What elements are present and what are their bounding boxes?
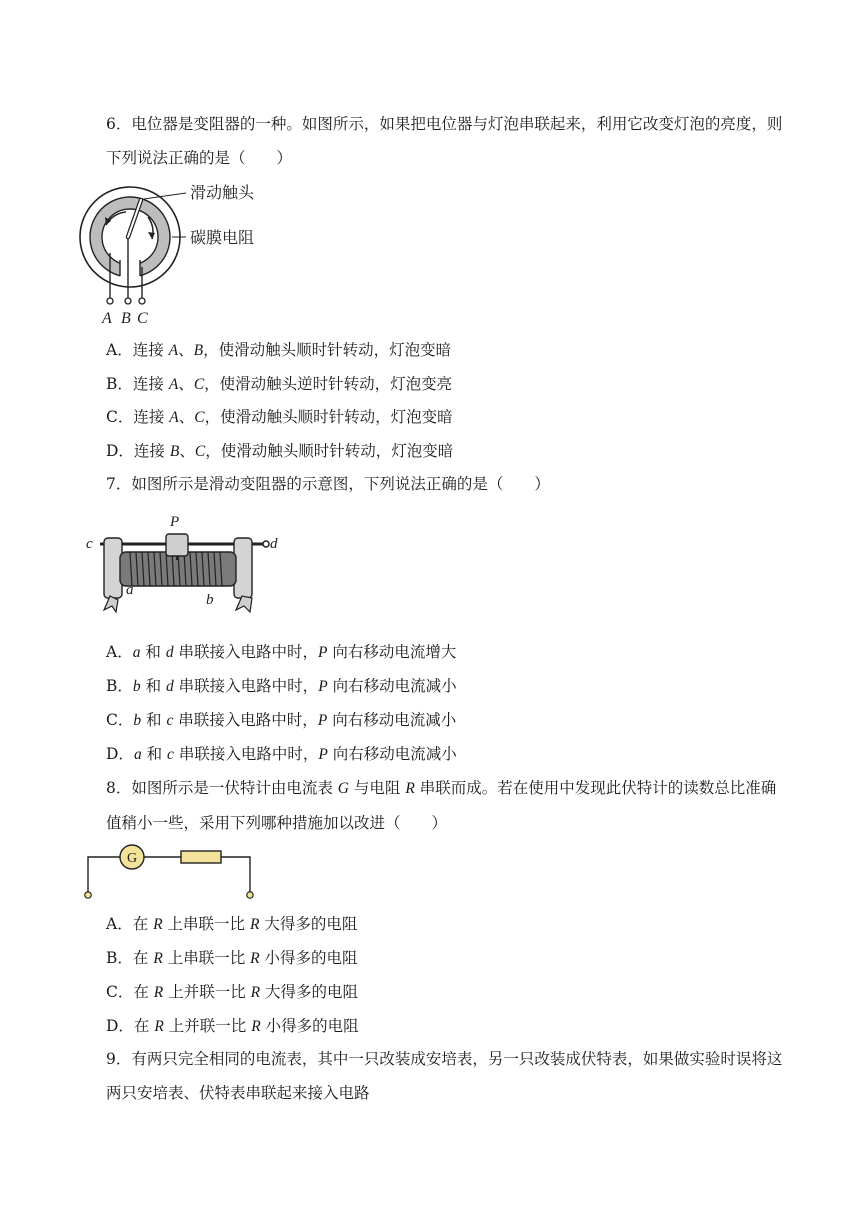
q7-option-a[interactable]: A．a 和 d 串联接入电路中时，P 向右移动电流增大 bbox=[106, 643, 457, 661]
terminal-b-post bbox=[125, 298, 131, 304]
question-6-stem: 6．电位器是变阻器的一种。如图所示，如果把电位器与灯泡串联起来，利用它改变灯泡的亮度，则下列说法正确的是（ ） bbox=[106, 115, 783, 167]
clip-a bbox=[104, 596, 118, 612]
circuit-wire bbox=[88, 857, 120, 892]
q7-option-c[interactable]: C．b 和 c 串联接入电路中时，P 向右移动电流减小 bbox=[106, 711, 457, 729]
q6-option-d[interactable]: D．连接 B、C，使滑动触头顺时针转动，灯泡变暗 bbox=[106, 442, 454, 460]
q8-option-a[interactable]: A．在 R 上串联一比 R 大得多的电阻 bbox=[106, 915, 358, 933]
q6-option-c[interactable]: C．连接 A、C，使滑动触头顺时针转动，灯泡变暗 bbox=[106, 408, 453, 426]
terminal-c-label: C bbox=[137, 310, 148, 327]
terminal-a-label: A bbox=[102, 310, 112, 327]
voltmeter-circuit-figure bbox=[78, 842, 268, 904]
q6-option-b[interactable]: B．连接 A、C，使滑动触头逆时针转动，灯泡变亮 bbox=[106, 375, 453, 393]
label-a: a bbox=[126, 582, 134, 598]
slider-p bbox=[166, 534, 188, 556]
terminal-b-label: B bbox=[121, 310, 131, 327]
question-8-stem: 8．如图所示是一伏特计由电流表 G 与电阻 R 串联而成。若在使用中发现此伏特计的读数总比准确值稍小一些，采用下列哪种措施加以改进（ ） bbox=[106, 779, 777, 832]
q8-option-d[interactable]: D．在 R 上并联一比 R 小得多的电阻 bbox=[106, 1017, 359, 1035]
label-b: b bbox=[206, 592, 214, 608]
label-p: P bbox=[170, 514, 180, 530]
resistor-r bbox=[181, 851, 221, 863]
question-7-stem: 7．如图所示是滑动变阻器的示意图，下列说法正确的是（ ） bbox=[106, 475, 550, 493]
film-label: 碳膜电阻 bbox=[190, 228, 255, 247]
terminal-a-post bbox=[107, 298, 113, 304]
q8-option-b[interactable]: B．在 R 上串联一比 R 小得多的电阻 bbox=[106, 949, 358, 967]
slider-label: 滑动触头 bbox=[190, 183, 255, 202]
galvanometer-label: G bbox=[126, 851, 138, 866]
q6-option-a[interactable]: A．连接 A、B，使滑动触头顺时针转动，灯泡变暗 bbox=[106, 341, 452, 359]
q8-option-c[interactable]: C．在 R 上并联一比 R 大得多的电阻 bbox=[106, 983, 359, 1001]
right-terminal bbox=[247, 892, 253, 898]
question-9-stem: 9．有两只完全相同的电流表，其中一只改装成安培表，另一只改装成伏特表，如果做实验时误将这两只安培表、伏特表串联起来接入电路 bbox=[106, 1050, 783, 1102]
q7-option-d[interactable]: D．a 和 c 串联接入电路中时，P 向右移动电流减小 bbox=[106, 745, 457, 763]
rheostat-figure bbox=[86, 514, 286, 614]
potentiometer-figure bbox=[78, 175, 278, 327]
left-terminal bbox=[85, 892, 91, 898]
label-c: c bbox=[86, 536, 93, 552]
terminal-c-post bbox=[139, 298, 145, 304]
film-gap bbox=[120, 257, 140, 281]
q7-option-b[interactable]: B．b 和 d 串联接入电路中时，P 向右移动电流减小 bbox=[106, 677, 457, 695]
label-d: d bbox=[270, 536, 278, 552]
